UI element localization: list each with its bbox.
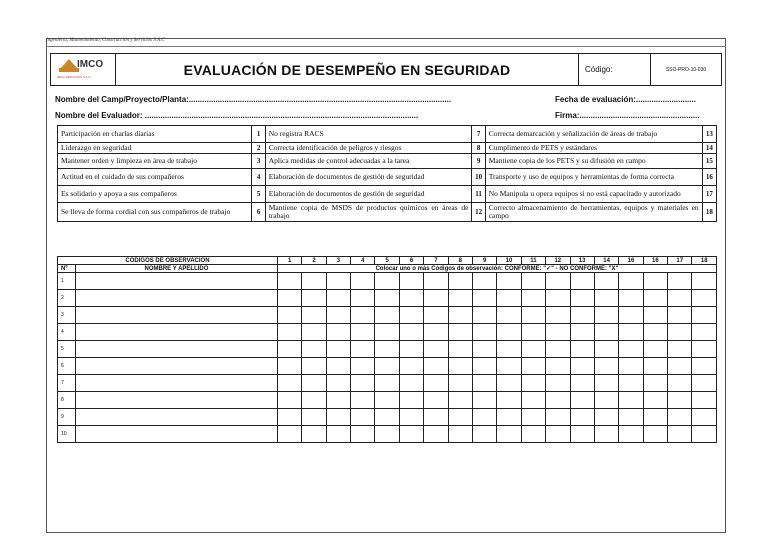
evaluation-cell[interactable]	[326, 426, 350, 443]
evaluation-cell[interactable]	[326, 290, 350, 307]
code-column-number: 1	[277, 257, 301, 265]
evaluation-cell[interactable]	[692, 392, 717, 409]
evaluation-cell[interactable]	[643, 273, 667, 290]
evaluation-cell[interactable]	[326, 392, 350, 409]
evaluation-cell[interactable]	[326, 307, 350, 324]
evaluation-cell[interactable]	[546, 324, 570, 341]
evaluation-cell[interactable]	[668, 341, 692, 358]
evaluation-cell[interactable]	[521, 375, 545, 392]
evaluation-cell[interactable]	[302, 409, 326, 426]
evaluation-cell[interactable]	[594, 358, 618, 375]
code-number: 3	[252, 154, 265, 169]
evaluation-cell[interactable]	[668, 290, 692, 307]
code-description: Correcta demarcación y señalización de áreas de trabajo	[485, 126, 702, 143]
codes-number-row	[58, 257, 717, 265]
evaluation-cell[interactable]	[668, 307, 692, 324]
code-column-number: 16	[643, 257, 667, 265]
evaluation-cell[interactable]	[643, 358, 667, 375]
name-cell[interactable]	[75, 290, 277, 307]
evaluation-cell[interactable]	[497, 409, 521, 426]
evaluation-cell[interactable]	[570, 324, 594, 341]
evaluation-cell[interactable]	[472, 290, 496, 307]
evaluation-cell[interactable]	[570, 409, 594, 426]
code-column-number: 9	[472, 257, 496, 265]
code-number: 13	[702, 126, 716, 143]
table-row	[58, 375, 717, 392]
code-description: Cumplimento de PETS y estándares	[485, 143, 702, 154]
code-description: Actitud en el cuidado de sus compañeros	[58, 169, 252, 186]
evaluation-cell[interactable]	[570, 358, 594, 375]
evaluation-cell[interactable]	[497, 341, 521, 358]
evaluation-cell[interactable]	[277, 273, 301, 290]
evaluation-cell[interactable]	[546, 358, 570, 375]
code-description: No registra RACS	[265, 126, 472, 143]
name-cell[interactable]	[75, 358, 277, 375]
code-value: SSO-PRO-10-030	[651, 54, 722, 86]
code-column-number: 16	[619, 257, 643, 265]
evaluation-cell[interactable]	[277, 290, 301, 307]
table-row	[58, 341, 717, 358]
evaluation-cell[interactable]	[424, 324, 448, 341]
evaluation-cell[interactable]	[643, 392, 667, 409]
evaluation-cell[interactable]	[546, 375, 570, 392]
row-number: 8	[58, 392, 76, 409]
code-column-number: 14	[594, 257, 618, 265]
evaluation-cell[interactable]	[643, 290, 667, 307]
code-column-number: 2	[302, 257, 326, 265]
observation-codes-table	[57, 125, 717, 222]
evaluation-cell[interactable]	[302, 392, 326, 409]
code-number: 7	[472, 126, 485, 143]
evaluation-cell[interactable]	[619, 341, 643, 358]
code-description: Mantener orden y limpieza en área de trabajo	[58, 154, 252, 169]
evaluation-cell[interactable]	[351, 426, 375, 443]
grid-header-row	[58, 265, 717, 273]
code-description: Transporte y uso de equipos y herramientas de forma correcta	[485, 169, 702, 186]
column-number-header: Nº	[58, 265, 76, 273]
evaluation-cell[interactable]	[424, 273, 448, 290]
form-header	[50, 53, 722, 86]
evaluation-cell[interactable]	[692, 426, 717, 443]
evaluation-cell[interactable]	[424, 307, 448, 324]
evaluation-cell[interactable]	[448, 409, 472, 426]
evaluation-cell[interactable]	[643, 324, 667, 341]
code-description: Mantiene copia de los PETS y su difusión en campo	[485, 154, 702, 169]
evaluation-cell[interactable]	[497, 358, 521, 375]
evaluation-cell[interactable]	[668, 273, 692, 290]
evaluation-cell[interactable]	[375, 324, 399, 341]
evaluation-cell[interactable]	[570, 341, 594, 358]
evaluation-cell[interactable]	[594, 392, 618, 409]
code-number: 15	[702, 154, 716, 169]
evaluation-cell[interactable]	[497, 307, 521, 324]
code-column-number: 6	[399, 257, 423, 265]
evaluation-cell[interactable]	[375, 409, 399, 426]
code-number: 8	[472, 143, 485, 154]
evaluation-cell[interactable]	[351, 358, 375, 375]
evaluation-cell[interactable]	[521, 426, 545, 443]
evaluation-cell[interactable]	[448, 375, 472, 392]
code-description: Es solidario y apoya a sus compañeros	[58, 186, 252, 203]
row-number: 2	[58, 290, 76, 307]
company-divider	[46, 46, 726, 47]
evaluation-cell[interactable]	[375, 358, 399, 375]
evaluation-cell[interactable]	[692, 273, 717, 290]
evaluation-cell[interactable]	[692, 307, 717, 324]
evaluation-cell[interactable]	[399, 392, 423, 409]
evaluation-cell[interactable]	[448, 307, 472, 324]
evaluation-cell[interactable]	[668, 358, 692, 375]
code-row	[58, 154, 717, 169]
evaluation-cell[interactable]	[546, 290, 570, 307]
evaluation-cell[interactable]	[277, 341, 301, 358]
evaluation-cell[interactable]	[692, 358, 717, 375]
evaluation-cell[interactable]	[570, 273, 594, 290]
evaluation-cell[interactable]	[472, 358, 496, 375]
evaluation-cell[interactable]	[521, 392, 545, 409]
evaluation-cell[interactable]	[594, 409, 618, 426]
evaluation-cell[interactable]	[472, 409, 496, 426]
logo-subtext: IMCO SERVICIOS S.A.C	[57, 75, 91, 79]
evaluation-cell[interactable]	[399, 409, 423, 426]
name-cell[interactable]	[75, 341, 277, 358]
evaluation-cell[interactable]	[448, 290, 472, 307]
evaluation-cell[interactable]	[668, 409, 692, 426]
evaluation-cell[interactable]	[643, 426, 667, 443]
evaluation-cell[interactable]	[399, 358, 423, 375]
code-number: 1	[252, 126, 265, 143]
evaluation-cell[interactable]	[619, 358, 643, 375]
evaluation-cell[interactable]	[521, 324, 545, 341]
evaluation-cell[interactable]	[594, 426, 618, 443]
evaluation-cell[interactable]	[692, 409, 717, 426]
code-description: No Manipula u opera equipos si no está capacitado y autorizado	[485, 186, 702, 203]
signature-field[interactable]: Firma:......................................................	[555, 111, 700, 120]
evaluation-cell[interactable]	[619, 375, 643, 392]
evaluation-cell[interactable]	[399, 341, 423, 358]
evaluation-cell[interactable]	[472, 375, 496, 392]
evaluation-cell[interactable]	[619, 273, 643, 290]
code-number: 12	[472, 203, 485, 222]
row-number: 1	[58, 273, 76, 290]
code-number: 5	[252, 186, 265, 203]
evaluation-cell[interactable]	[302, 324, 326, 341]
form-title: EVALUACIÓN DE DESEMPEÑO EN SEGURIDAD	[116, 54, 579, 86]
evaluation-cell[interactable]	[399, 290, 423, 307]
evaluation-cell[interactable]	[375, 341, 399, 358]
evaluation-cell[interactable]	[399, 324, 423, 341]
code-column-number: 17	[668, 257, 692, 265]
logo-roof-icon	[61, 59, 77, 68]
evaluation-cell[interactable]	[448, 324, 472, 341]
evaluation-cell[interactable]	[277, 307, 301, 324]
evaluation-cell[interactable]	[546, 341, 570, 358]
evaluation-cell[interactable]	[668, 426, 692, 443]
evaluation-cell[interactable]	[692, 341, 717, 358]
company-logo	[55, 56, 111, 83]
evaluation-cell[interactable]	[424, 375, 448, 392]
evaluation-cell[interactable]	[351, 290, 375, 307]
evaluation-cell[interactable]	[277, 375, 301, 392]
evaluation-cell[interactable]	[643, 409, 667, 426]
evaluation-cell[interactable]	[497, 290, 521, 307]
evaluation-cell[interactable]	[326, 409, 350, 426]
column-name-header: NOMBRE Y APELLIDO	[75, 265, 277, 273]
evaluation-cell[interactable]	[351, 273, 375, 290]
evaluation-grid	[57, 256, 717, 443]
evaluation-cell[interactable]	[448, 273, 472, 290]
evaluation-cell[interactable]	[302, 375, 326, 392]
code-column-number: 12	[546, 257, 570, 265]
row-number: 9	[58, 409, 76, 426]
instruction-text: Colocar uno o más Códigos de observación: CONFORME: "✓" - NO CONFORME: "X"	[277, 265, 716, 273]
evaluation-cell[interactable]	[472, 324, 496, 341]
row-number: 7	[58, 375, 76, 392]
evaluation-cell[interactable]	[277, 358, 301, 375]
evaluation-cell[interactable]	[668, 375, 692, 392]
code-description: Correcta identificación de peligros y riesgos	[265, 143, 472, 154]
code-number: 17	[702, 186, 716, 203]
evaluation-cell[interactable]	[326, 358, 350, 375]
evaluation-cell[interactable]	[570, 290, 594, 307]
evaluation-cell[interactable]	[619, 290, 643, 307]
code-description: Aplica medidas de control adecuadas a la tarea	[265, 154, 472, 169]
evaluation-cell[interactable]	[326, 324, 350, 341]
evaluation-cell[interactable]	[375, 273, 399, 290]
evaluation-cell[interactable]	[424, 358, 448, 375]
evaluator-field[interactable]: Nombre del Evaluador: ...........................................................................................................................	[55, 111, 419, 120]
evaluation-cell[interactable]	[448, 392, 472, 409]
evaluation-cell[interactable]	[399, 273, 423, 290]
evaluation-cell[interactable]	[497, 426, 521, 443]
name-cell[interactable]	[75, 409, 277, 426]
table-row	[58, 426, 717, 443]
evaluation-cell[interactable]	[302, 426, 326, 443]
evaluation-cell[interactable]	[277, 324, 301, 341]
evaluation-cell[interactable]	[302, 358, 326, 375]
name-cell[interactable]	[75, 307, 277, 324]
code-row	[58, 126, 717, 143]
code-number: 18	[702, 203, 716, 222]
evaluation-cell[interactable]	[302, 290, 326, 307]
evaluation-cell[interactable]	[643, 341, 667, 358]
row-number: 5	[58, 341, 76, 358]
evaluation-cell[interactable]	[472, 426, 496, 443]
evaluation-cell[interactable]	[668, 324, 692, 341]
code-number: 2	[252, 143, 265, 154]
evaluation-cell[interactable]	[546, 409, 570, 426]
evaluation-cell[interactable]	[643, 307, 667, 324]
evaluation-cell[interactable]	[351, 409, 375, 426]
evaluation-cell[interactable]	[619, 307, 643, 324]
evaluation-cell[interactable]	[497, 273, 521, 290]
code-number: 14	[702, 143, 716, 154]
code-column-number: 3	[326, 257, 350, 265]
evaluation-cell[interactable]	[351, 341, 375, 358]
code-number: 6	[252, 203, 265, 222]
evaluation-cell[interactable]	[521, 290, 545, 307]
evaluation-cell[interactable]	[302, 341, 326, 358]
evaluation-cell[interactable]	[375, 307, 399, 324]
evaluation-cell[interactable]	[594, 307, 618, 324]
evaluation-cell[interactable]	[472, 273, 496, 290]
code-description: Elaboración de documentos de gestión de seguridad	[265, 186, 472, 203]
code-description: Liderazgo en seguridad	[58, 143, 252, 154]
evaluation-cell[interactable]	[424, 290, 448, 307]
code-label: Código:	[579, 54, 651, 86]
code-number: 16	[702, 169, 716, 186]
code-row	[58, 143, 717, 154]
evaluation-cell[interactable]	[521, 358, 545, 375]
evaluation-cell[interactable]	[521, 307, 545, 324]
code-description: Correcto almacenamiento de herramientas, equipos y materiales en campo	[485, 203, 702, 222]
date-field[interactable]: Fecha de evaluación:...........................	[555, 95, 696, 104]
evaluation-cell[interactable]	[594, 290, 618, 307]
evaluation-cell[interactable]	[351, 392, 375, 409]
evaluation-cell[interactable]	[277, 426, 301, 443]
logo-text: IMCO	[77, 59, 104, 70]
evaluation-cell[interactable]	[497, 375, 521, 392]
row-number: 6	[58, 358, 76, 375]
evaluation-cell[interactable]	[375, 375, 399, 392]
code-number: 11	[472, 186, 485, 203]
codes-title: CÓDIGOS DE OBSERVACIÓN	[58, 257, 278, 265]
evaluation-cell[interactable]	[326, 273, 350, 290]
evaluation-cell[interactable]	[668, 392, 692, 409]
evaluation-cell[interactable]	[351, 324, 375, 341]
evaluation-cell[interactable]	[472, 392, 496, 409]
evaluation-cell[interactable]	[692, 324, 717, 341]
evaluation-cell[interactable]	[472, 307, 496, 324]
evaluation-cell[interactable]	[521, 341, 545, 358]
table-row	[58, 307, 717, 324]
table-row	[58, 392, 717, 409]
evaluation-cell[interactable]	[424, 426, 448, 443]
row-number: 4	[58, 324, 76, 341]
code-row	[58, 203, 717, 222]
evaluation-cell[interactable]	[594, 324, 618, 341]
evaluation-cell[interactable]	[570, 375, 594, 392]
code-description: Se lleva de forma cordial con sus compañeros de trabajo	[58, 203, 252, 222]
evaluation-cell[interactable]	[375, 290, 399, 307]
evaluation-cell[interactable]	[351, 375, 375, 392]
evaluation-cell[interactable]	[326, 375, 350, 392]
code-column-number: 5	[375, 257, 399, 265]
evaluation-cell[interactable]	[277, 392, 301, 409]
logo-base-icon	[59, 68, 79, 72]
evaluation-cell[interactable]	[546, 273, 570, 290]
evaluation-cell[interactable]	[692, 290, 717, 307]
table-row	[58, 324, 717, 341]
code-column-number: 13	[570, 257, 594, 265]
evaluation-cell[interactable]	[497, 392, 521, 409]
name-cell[interactable]	[75, 426, 277, 443]
evaluation-cell[interactable]	[619, 392, 643, 409]
code-number: 4	[252, 169, 265, 186]
evaluation-cell[interactable]	[302, 273, 326, 290]
evaluation-cell[interactable]	[448, 341, 472, 358]
evaluation-cell[interactable]	[619, 426, 643, 443]
evaluation-cell[interactable]	[448, 358, 472, 375]
row-number: 3	[58, 307, 76, 324]
code-description: Participación en charlas diarias	[58, 126, 252, 143]
evaluation-cell[interactable]	[570, 307, 594, 324]
evaluation-cell[interactable]	[277, 409, 301, 426]
evaluation-cell[interactable]	[570, 426, 594, 443]
code-number: 9	[472, 154, 485, 169]
evaluation-cell[interactable]	[546, 307, 570, 324]
evaluation-cell[interactable]	[375, 392, 399, 409]
evaluation-cell[interactable]	[448, 426, 472, 443]
evaluation-cell[interactable]	[643, 375, 667, 392]
table-row	[58, 273, 717, 290]
evaluation-cell[interactable]	[351, 307, 375, 324]
name-cell[interactable]	[75, 392, 277, 409]
table-row	[58, 290, 717, 307]
evaluation-cell[interactable]	[424, 409, 448, 426]
row-number: 10	[58, 426, 76, 443]
name-cell[interactable]	[75, 273, 277, 290]
evaluation-cell[interactable]	[619, 324, 643, 341]
evaluation-cell[interactable]	[546, 426, 570, 443]
code-column-number: 4	[351, 257, 375, 265]
evaluation-cell[interactable]	[302, 307, 326, 324]
evaluation-cell[interactable]	[570, 392, 594, 409]
evaluation-cell[interactable]	[326, 341, 350, 358]
evaluation-cell[interactable]	[594, 341, 618, 358]
code-column-number: 7	[424, 257, 448, 265]
code-number: 10	[472, 169, 485, 186]
name-cell[interactable]	[75, 375, 277, 392]
table-row	[58, 409, 717, 426]
evaluation-cell[interactable]	[424, 341, 448, 358]
evaluation-cell[interactable]	[546, 392, 570, 409]
code-column-number: 11	[521, 257, 545, 265]
evaluation-cell[interactable]	[594, 273, 618, 290]
evaluation-cell[interactable]	[594, 375, 618, 392]
code-row	[58, 186, 717, 203]
code-column-number: 10	[497, 257, 521, 265]
code-row	[58, 169, 717, 186]
evaluation-cell[interactable]	[692, 375, 717, 392]
evaluation-cell[interactable]	[497, 324, 521, 341]
evaluation-cell[interactable]	[399, 426, 423, 443]
code-description: Mantiene copia de MSDS de productos químicos en áreas de trabajo	[265, 203, 472, 222]
company-name: Ingeniería, Mantenimiento, Construcción y Servicios S.A.C	[46, 38, 165, 43]
evaluation-cell[interactable]	[399, 307, 423, 324]
code-column-number: 8	[448, 257, 472, 265]
table-row	[58, 358, 717, 375]
camp-field[interactable]: Nombre del Camp/Proyecto/Planta:......................................................................................................................	[55, 95, 452, 104]
logo-cell	[51, 54, 116, 86]
code-description: Elaboración de documentos de gestión de seguridad	[265, 169, 472, 186]
evaluation-cell[interactable]	[521, 409, 545, 426]
evaluation-cell[interactable]	[424, 392, 448, 409]
evaluation-cell[interactable]	[472, 341, 496, 358]
evaluation-cell[interactable]	[399, 375, 423, 392]
evaluation-cell[interactable]	[619, 409, 643, 426]
evaluation-cell[interactable]	[375, 426, 399, 443]
code-column-number: 18	[692, 257, 717, 265]
evaluation-cell[interactable]	[521, 273, 545, 290]
name-cell[interactable]	[75, 324, 277, 341]
